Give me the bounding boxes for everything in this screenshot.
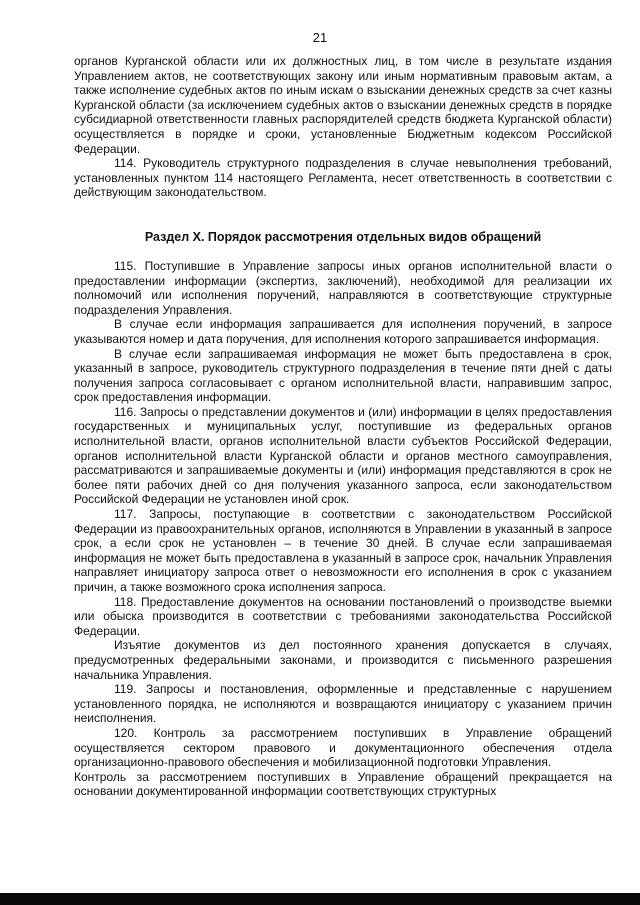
paragraph-115: 115. Поступившие в Управление запросы иных органов исполнительной власти о предоставлении информации (экспертиз, заключений), необходимой для реализации их полномочий или исполнения поручений, направляются в соответствующие структурные подразделения Управления. xyxy=(74,258,612,317)
scan-bottom-border xyxy=(0,893,640,905)
paragraph-114: 114. Руководитель структурного подразделения в случае невыполнения требований, установленных пунктом 114 настоящего Регламента, несет ответственность в соответствии с действующим законодательством. xyxy=(74,156,612,200)
page-number: 21 xyxy=(312,30,328,45)
paragraph: органов Курганской области или их должностных лиц, в том числе в результате издания Управлением актов, не соответствующих закону или иным нормативным правовым актам, а также исполнение судебных актов по иным искам о взыскании денежных средств за счет казны Курганской области (за исключением судебных актов о взыскании денежных средств в порядке субсидиарной ответственности главных распорядителей средств бюджета Курганской области) осуществляется в порядке и сроки, установленные Бюджетным кодексом Российской Федерации. xyxy=(74,54,612,156)
paragraph-117: 117. Запросы, поступающие в соответствии с законодательством Российской Федерации из правоохранительных органов, исполняются в Управлении в указанный в запросе срок, а если срок не установлен – в течение 30 дней. В случае если запрашиваемая информация не может быть предоставлена в указанный в запросе срок, начальник Управления направляет инициатору запроса ответ о невозможности его исполнения в срок с указанием причин, а также возможного срока исполнения запроса. xyxy=(74,507,612,594)
paragraph: Изъятие документов из дел постоянного хранения допускается в случаях, предусмотренных федеральными законами, и производится с письменного разрешения начальника Управления. xyxy=(74,638,612,682)
paragraph-116: 116. Запросы о представлении документов и (или) информации в целях предоставления государственных и муниципальных услуг, поступившие из федеральных органов исполнительной власти, органов исполнительной власти субъектов Российской Федерации, органов исполнительной власти Курганской области и органов местного самоуправления, рассматриваются и запрашиваемые документы и (или) информация представляются в срок не более пяти рабочих дней со дня получения указанного запроса, если законодательством Российской Федерации не установлен иной срок. xyxy=(74,404,612,507)
document-body xyxy=(74,54,612,799)
paragraph: В случае если информация запрашивается для исполнения поручений, в запросе указываются номер и дата поручения, для исполнения которого запрашивается информация. xyxy=(74,317,612,346)
paragraph-120: 120. Контроль за рассмотрением поступивших в Управление обращений осуществляется сектором правового и документационного обеспечения отдела организационно-правового обеспечения и мобилизационной подготовки Управления. xyxy=(74,725,612,770)
paragraph-119: 119. Запросы и постановления, оформленные и представленные с нарушением установленного порядка, не исполняются и возвращаются инициатору с указанием причин неисполнения. xyxy=(74,682,612,726)
paragraph: В случае если запрашиваемая информация не может быть предоставлена в срок, указанный в запросе, руководитель структурного подразделения в течение пяти дней с даты получения запроса согласовывает с органом исполнительной власти, направившим запрос, срок предоставления информации. xyxy=(74,346,612,405)
paragraph: Контроль за рассмотрением поступивших в Управление обращений прекращается на основании документированной информации соответствующих структурных xyxy=(74,769,612,799)
paragraph-118: 118. Предоставление документов на основании постановлений о производстве выемки или обыска производится в соответствии с требованиями законодательства Российской Федерации. xyxy=(74,594,612,638)
section-heading: Раздел X. Порядок рассмотрения отдельных видов обращений xyxy=(144,229,542,244)
